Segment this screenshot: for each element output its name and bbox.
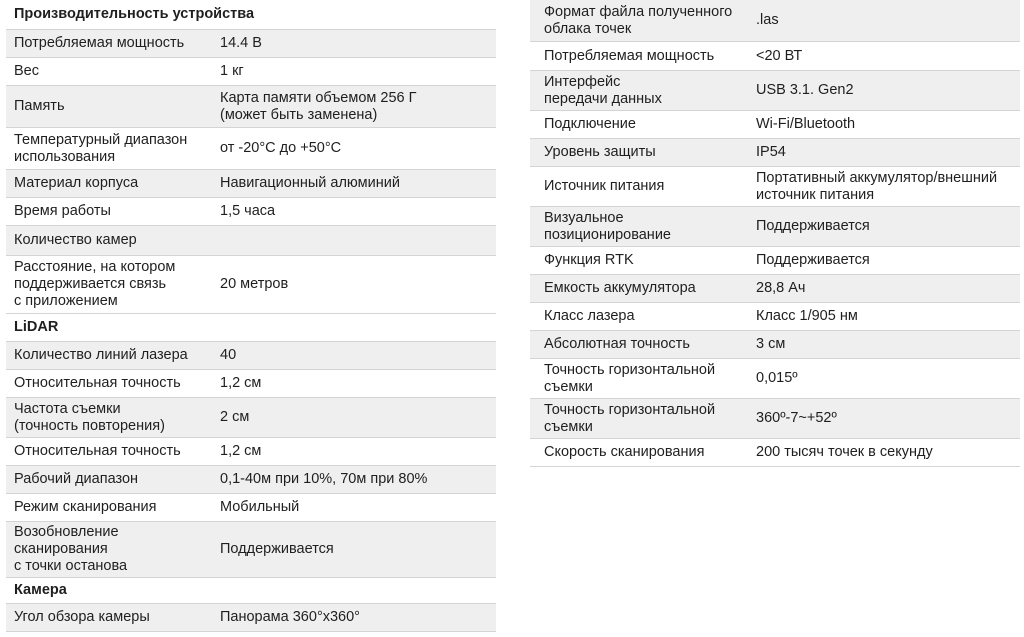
spec-row	[6, 466, 496, 494]
spec-value: от -20°C до +50°C	[220, 140, 342, 156]
spec-row	[6, 86, 496, 128]
spec-row	[530, 275, 1020, 303]
spec-key: Абсолютная точность	[544, 336, 690, 352]
spec-key: Подключение	[544, 116, 636, 132]
spec-value: 2 см	[220, 409, 250, 425]
spec-key: Материал корпуса	[14, 175, 139, 191]
spec-value: 1,5 часа	[220, 203, 276, 219]
spec-row	[530, 331, 1020, 359]
spec-row	[530, 439, 1020, 467]
spec-value: 14.4 В	[220, 35, 262, 51]
spec-row	[530, 139, 1020, 167]
spec-row	[6, 226, 496, 256]
spec-key: Вес	[14, 63, 39, 79]
spec-key: Интерфейс передачи данных	[544, 73, 662, 107]
spec-key: Количество камер	[14, 232, 137, 248]
spec-value: Поддерживается	[756, 252, 870, 268]
spec-row	[530, 111, 1020, 139]
spec-key: Относительная точность	[14, 443, 181, 459]
spec-value: Портативный аккумулятор/внешний источник питания	[756, 169, 998, 203]
spec-value: USB 3.1. Gen2	[756, 82, 854, 98]
spec-key: Режим сканирования	[14, 499, 157, 515]
spec-value: 1 кг	[220, 63, 244, 79]
section-title-camera: Камера	[6, 578, 496, 604]
spec-key: Скорость сканирования	[544, 444, 705, 460]
spec-row	[6, 58, 496, 86]
spec-row	[6, 198, 496, 226]
spec-row	[6, 398, 496, 438]
spec-key: Источник питания	[544, 178, 665, 194]
spec-value: Мобильный	[220, 499, 300, 515]
spec-key: Время работы	[14, 203, 111, 219]
spec-key: Частота съемки (точность повторения)	[14, 400, 165, 434]
section-title-performance: Производительность устройства	[6, 0, 496, 30]
spec-key: Возобновление сканирования с точки останова	[14, 524, 128, 574]
spec-key: Визуальное позиционирование	[544, 209, 671, 243]
spec-value: 20 метров	[220, 276, 289, 292]
right-spec-table	[530, 0, 1020, 467]
spec-value: 28,8 Ач	[756, 280, 806, 296]
section-title-lidar: LiDAR	[6, 314, 496, 342]
spec-row	[6, 604, 496, 632]
spec-key: Потребляемая мощность	[14, 35, 185, 51]
spec-row	[530, 207, 1020, 247]
spec-key: Память	[14, 98, 65, 114]
spec-row	[530, 399, 1020, 439]
spec-value: 0,1-40м при 10%, 70м при 80%	[220, 471, 428, 487]
spec-value: 40	[220, 347, 237, 363]
spec-key: Угол обзора камеры	[14, 609, 150, 625]
spec-row	[530, 359, 1020, 399]
spec-row	[6, 342, 496, 370]
spec-key: Класс лазера	[544, 308, 635, 324]
spec-row	[530, 167, 1020, 207]
spec-value: Карта памяти объемом 256 Г (может быть заменена)	[220, 89, 417, 123]
spec-row	[6, 522, 496, 578]
spec-value: Навигационный алюминий	[220, 175, 400, 191]
spec-key: Относительная точность	[14, 375, 181, 391]
spec-key: Функция RTK	[544, 252, 634, 268]
spec-value: Wi-Fi/Bluetooth	[756, 116, 856, 132]
spec-key: Потребляемая мощность	[544, 47, 715, 64]
spec-key: Температурный диапазон использования	[14, 131, 188, 165]
spec-row	[530, 42, 1020, 71]
spec-row	[530, 303, 1020, 331]
spec-value: IP54	[756, 144, 786, 160]
spec-key: Рабочий диапазон	[14, 471, 139, 487]
spec-key: Уровень защиты	[544, 144, 656, 160]
spec-value: Класс 1/905 нм	[756, 308, 858, 324]
spec-value: .las	[756, 12, 779, 28]
spec-key: Точность горизонтальной съемки	[544, 361, 716, 395]
spec-row	[530, 0, 1020, 42]
spec-key: Точность горизонтальной съемки	[544, 401, 716, 435]
spec-row	[6, 30, 496, 58]
spec-key: Количество линий лазера	[14, 347, 188, 363]
spec-key: Емкость аккумулятора	[544, 280, 696, 296]
spec-key: Формат файла полученного облака точек	[544, 3, 733, 37]
spec-value: 0,015º	[756, 370, 798, 386]
spec-row	[6, 128, 496, 170]
spec-value: Панорама 360°x360°	[220, 609, 360, 625]
left-spec-table	[6, 0, 496, 632]
spec-row	[530, 71, 1020, 111]
spec-value: 200 тысяч точек в секунду	[756, 444, 933, 460]
spec-row	[6, 438, 496, 466]
spec-row	[6, 256, 496, 314]
spec-value: Поддерживается	[756, 218, 870, 234]
spec-value: 1,2 см	[220, 443, 262, 459]
spec-row	[6, 494, 496, 522]
spec-value: 3 см	[756, 336, 786, 352]
spec-value: Поддерживается	[220, 541, 334, 557]
spec-value: <20 ВТ	[756, 47, 803, 64]
spec-row	[6, 170, 496, 198]
spec-row	[530, 247, 1020, 275]
spec-key: Расстояние, на котором поддерживается связь с приложением	[14, 259, 176, 309]
spec-value: 360º-7~+52º	[756, 410, 837, 426]
spec-value: 1,2 см	[220, 375, 262, 391]
spec-row	[6, 370, 496, 398]
